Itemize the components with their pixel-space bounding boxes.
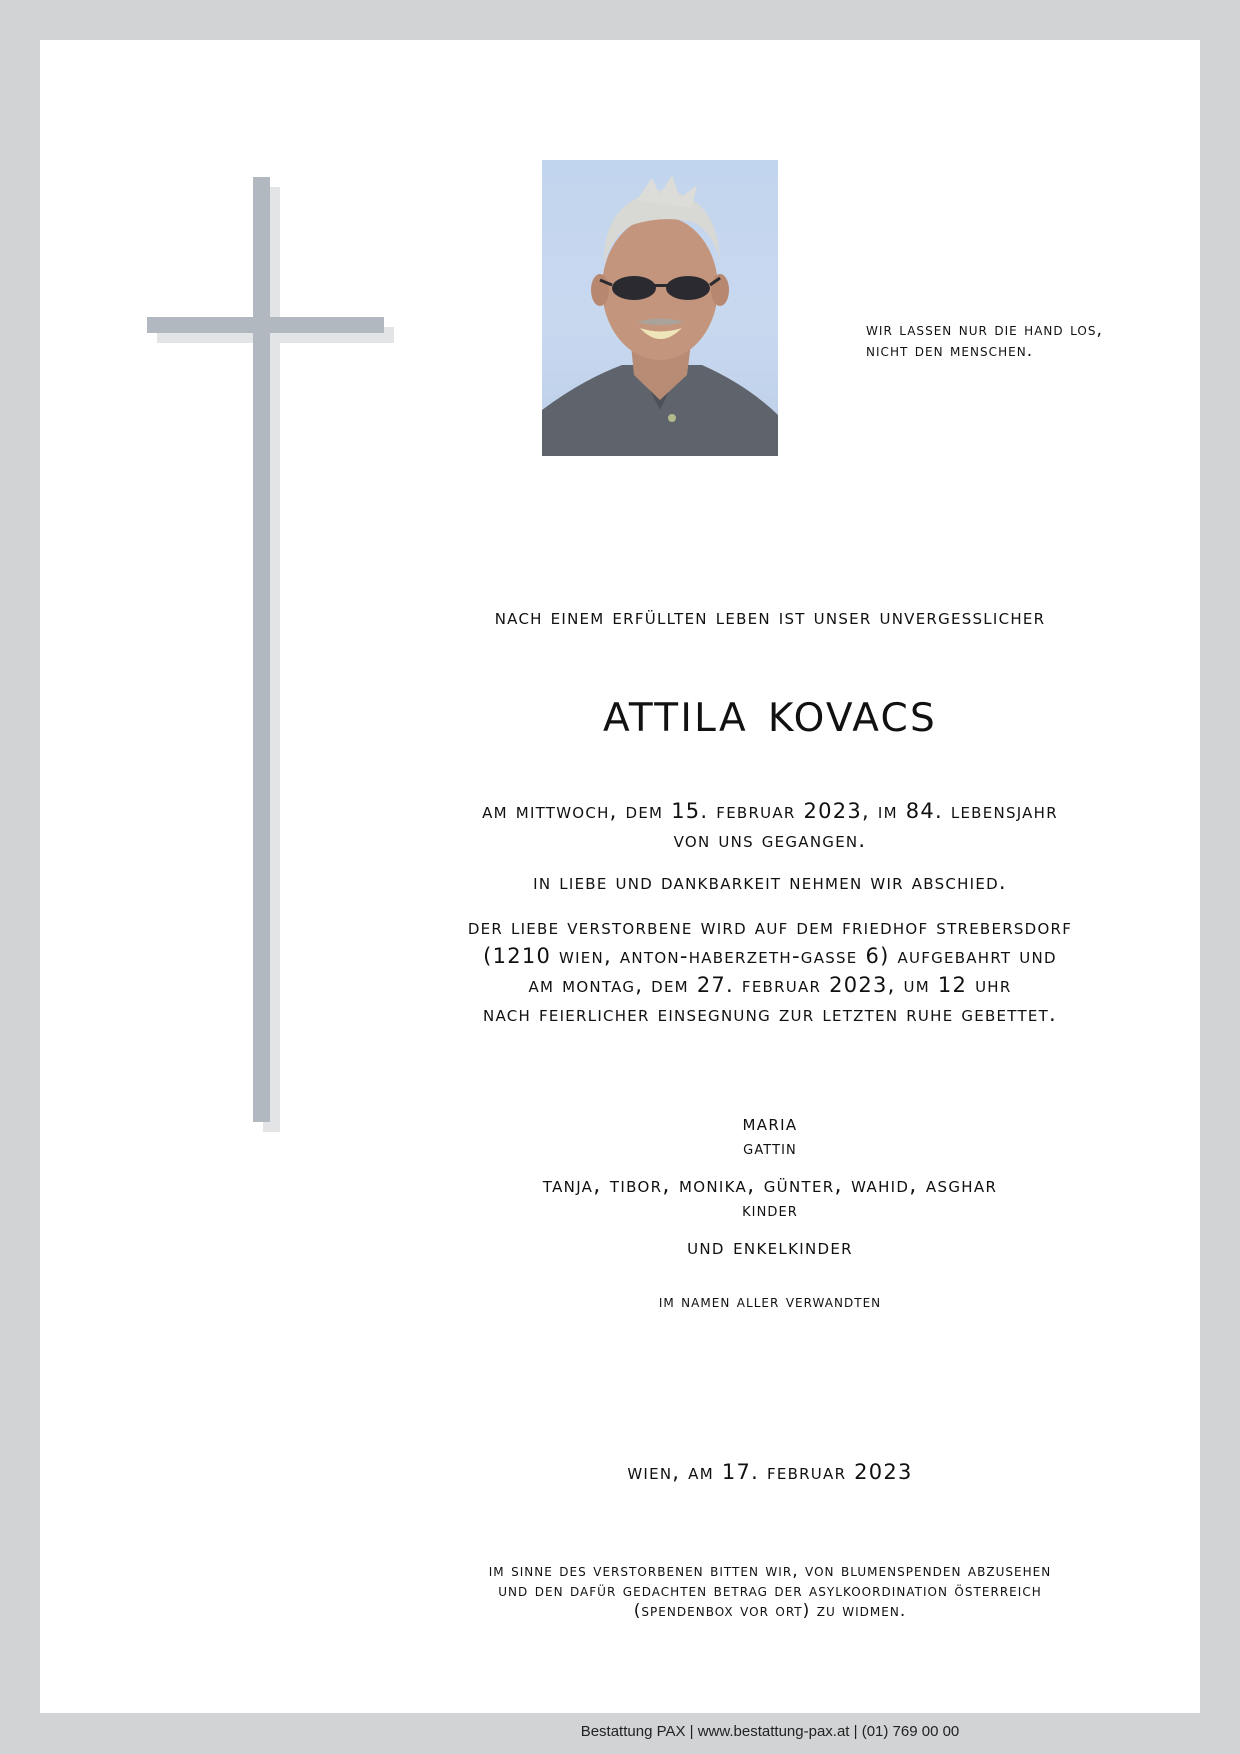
- funeral-line: (1210 wien, anton-haberzeth-gasse 6) aufgebahrt und: [483, 944, 1057, 968]
- children-names: tanja, tibor, monika, günter, wahid, asghar: [542, 1173, 998, 1198]
- donation-request: [340, 1561, 1200, 1621]
- intro-text: nach einem erfüllten leben ist unser unvergesslicher: [494, 605, 1046, 629]
- portrait-photo: [542, 160, 778, 456]
- funeral-home-footer: Bestattung PAX | www.bestattung-pax.at | (01) 769 00 00: [580, 1723, 960, 1740]
- death-notice: [340, 797, 1200, 855]
- funeral-details: [340, 913, 1200, 1029]
- donation-line: im sinne des verstorbenen bitten wir, von blumenspenden abzusehen: [488, 1561, 1052, 1581]
- donation-line: und den dafür gedachten betrag der asylkoordination österreich: [498, 1581, 1042, 1601]
- on-behalf-text: im namen aller verwandten: [658, 1292, 882, 1312]
- deceased-name: attila kovacs: [603, 680, 937, 745]
- spouse-name: maria: [742, 1111, 798, 1136]
- death-notice-line: am mittwoch, dem 15. februar 2023, im 84. lebensjahr: [482, 799, 1058, 823]
- death-notice-line: von uns gegangen.: [673, 828, 867, 852]
- funeral-line: der liebe verstorbene wird auf dem friedhof strebersdorf: [467, 915, 1073, 939]
- cross-horizontal-bar: [147, 317, 384, 333]
- place-date: wien, am 17. februar 2023: [627, 1460, 913, 1484]
- motto-text: [866, 320, 1103, 362]
- funeral-line: am montag, dem 27. februar 2023, um 12 uhr: [528, 973, 1012, 997]
- children-role: kinder: [742, 1200, 798, 1221]
- obituary-page: [40, 40, 1200, 1740]
- funeral-line: nach feierlicher einsegnung zur letzten ruhe gebettet.: [483, 1002, 1057, 1026]
- motto-line: nicht den menschen.: [866, 341, 1034, 361]
- grandchildren-text: und enkelkinder: [687, 1235, 853, 1260]
- farewell-text: in liebe und dankbarkeit nehmen wir abschied.: [533, 870, 1007, 894]
- spouse-role: gattin: [743, 1138, 797, 1159]
- donation-line: (spendenbox vor ort) zu widmen.: [633, 1601, 907, 1621]
- motto-line: wir lassen nur die hand los,: [866, 320, 1103, 340]
